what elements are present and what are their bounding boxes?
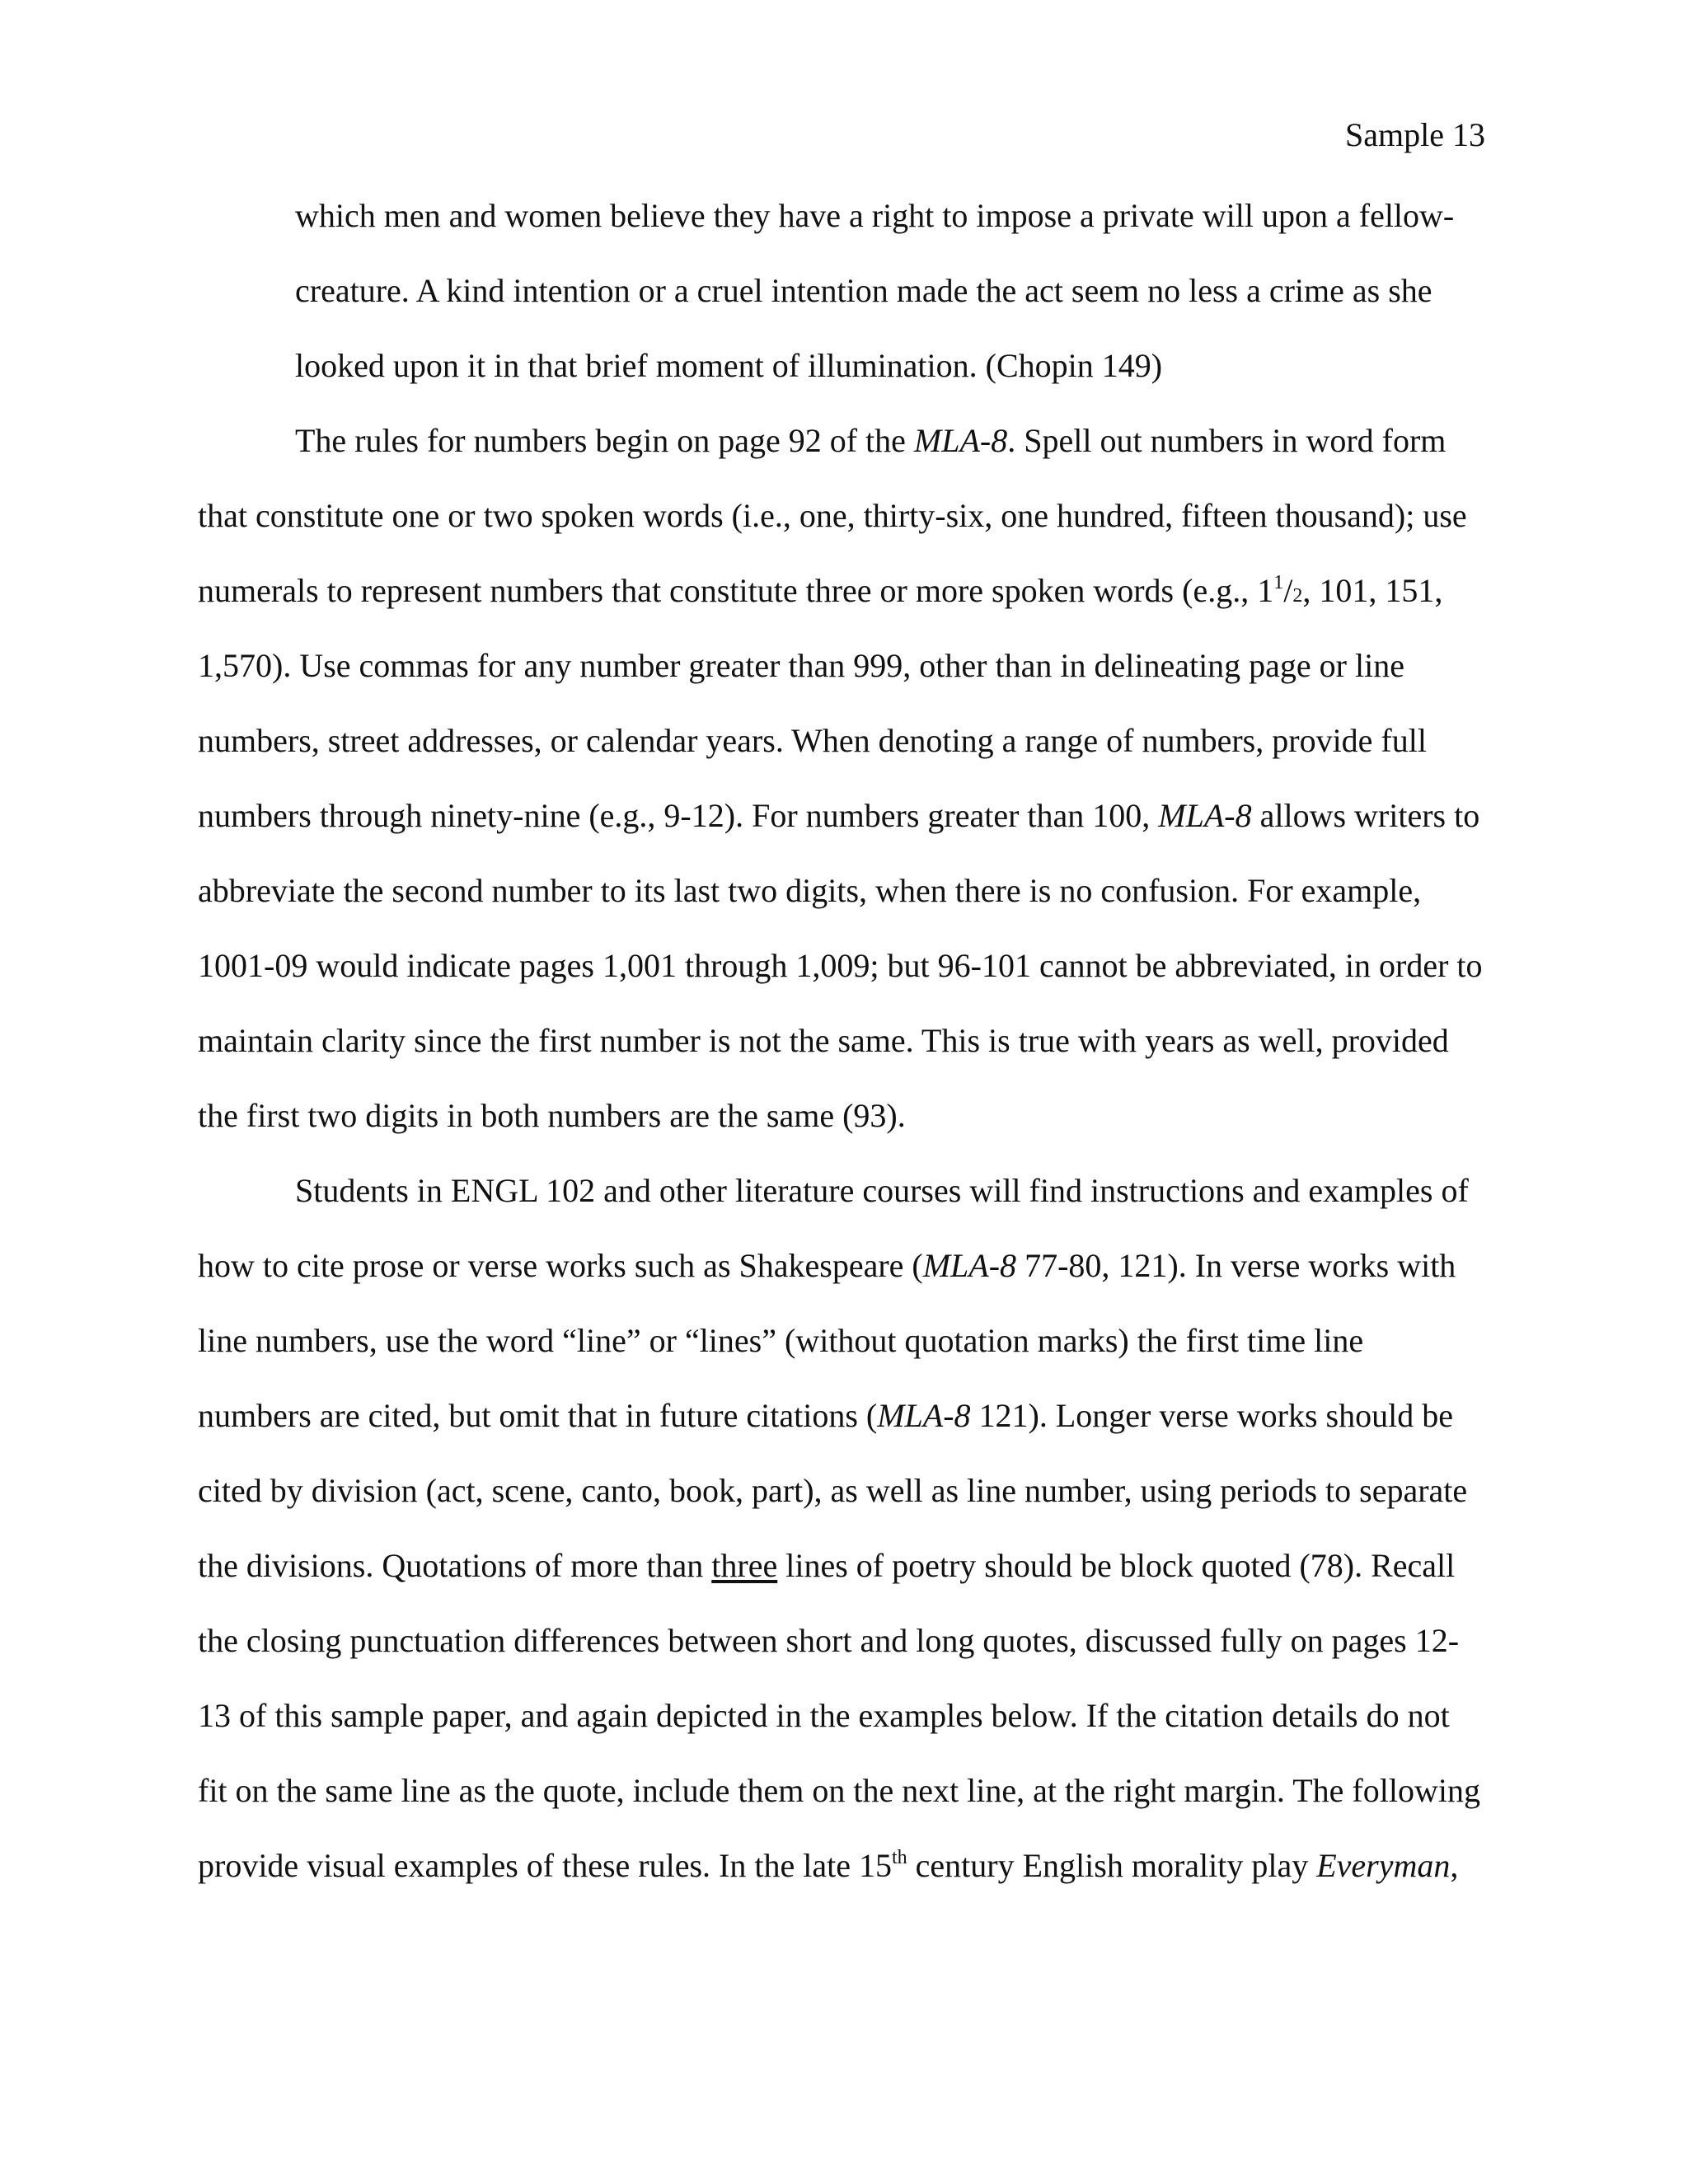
paragraph-line: numbers, street addresses, or calendar years. When denoting a range of numbers, provide full (198, 722, 1427, 759)
paragraph-line: the first two digits in both numbers are the same (93). (198, 1097, 906, 1134)
underlined-word: three (711, 1547, 778, 1584)
paragraph-line: The rules for numbers begin on page 92 of the MLA-8. Spell out numbers in word form (295, 422, 1447, 459)
italic-title: MLA-8 (913, 422, 1008, 459)
paragraph-line: fit on the same line as the quote, include them on the next line, at the right margin. The following (198, 1772, 1480, 1809)
paragraph-line: numerals to represent numbers that constitute three or more spoken words (e.g., $1^1/2$, 101, 151, (198, 571, 1443, 609)
fraction-denominator: 2 (1292, 585, 1303, 607)
ordinal-suffix: th (891, 1846, 907, 1868)
paragraph-line: 1,570). Use commas for any number greater than 999, other than in delineating page or line (198, 647, 1404, 684)
block-quote-line: which men and women believe they have a right to impose a private will upon a fellow- (295, 197, 1455, 234)
paragraph-line: 1001-09 would indicate pages 1,001 through 1,009; but 96-101 cannot be abbreviated, in order to (198, 947, 1483, 984)
paragraph-line: maintain clarity since the first number is not the same. This is true with years as well, provided (198, 1022, 1449, 1059)
paragraph-line: the closing punctuation differences between short and long quotes, discussed fully on pages 12- (198, 1622, 1460, 1659)
italic-title: Everyman (1316, 1847, 1451, 1884)
block-quote-line: looked upon it in that brief moment of illumination. (Chopin 149) (295, 347, 1163, 384)
paragraph-line: abbreviate the second number to its last two digits, when there is no confusion. For example, (198, 872, 1422, 909)
paragraph-line: 13 of this sample paper, and again depicted in the examples below. If the citation details do not (198, 1697, 1450, 1734)
italic-title: MLA-8 (877, 1397, 971, 1434)
paragraph-line: Students in ENGL 102 and other literature courses will find instructions and examples of (295, 1172, 1469, 1209)
block-quote-line: creature. A kind intention or a cruel intention made the act seem no less a crime as she (295, 272, 1432, 309)
paragraph-line: that constitute one or two spoken words (i.e., one, thirty-six, one hundred, fifteen thousand); use (198, 497, 1467, 534)
italic-title: MLA-8 (922, 1247, 1017, 1284)
paragraph-line: numbers are cited, but omit that in future citations (MLA-8 121). Longer verse works should be (198, 1397, 1453, 1434)
paragraph-line: numbers through ninety-nine (e.g., 9-12). For numbers greater than 100, MLA-8 allows writers to (198, 797, 1480, 834)
paragraph-line: cited by division (act, scene, canto, book, part), as well as line number, using periods to separate (198, 1472, 1468, 1509)
paragraph-line: how to cite prose or verse works such as Shakespeare (MLA-8 77-80, 121). In verse works with (198, 1247, 1456, 1284)
paragraph-line: line numbers, use the word “line” or “lines” (without quotation marks) the first time line (198, 1322, 1364, 1359)
paragraph-line: the divisions. Quotations of more than three lines of poetry should be block quoted (78). Recall (198, 1547, 1456, 1584)
italic-title: MLA-8 (1158, 797, 1252, 834)
paragraph-line: provide visual examples of these rules. In the late 15th century English morality play Everyman, (198, 1846, 1459, 1884)
fraction-numerator: 1 (1273, 571, 1284, 593)
running-head: Sample 13 (1345, 116, 1485, 153)
